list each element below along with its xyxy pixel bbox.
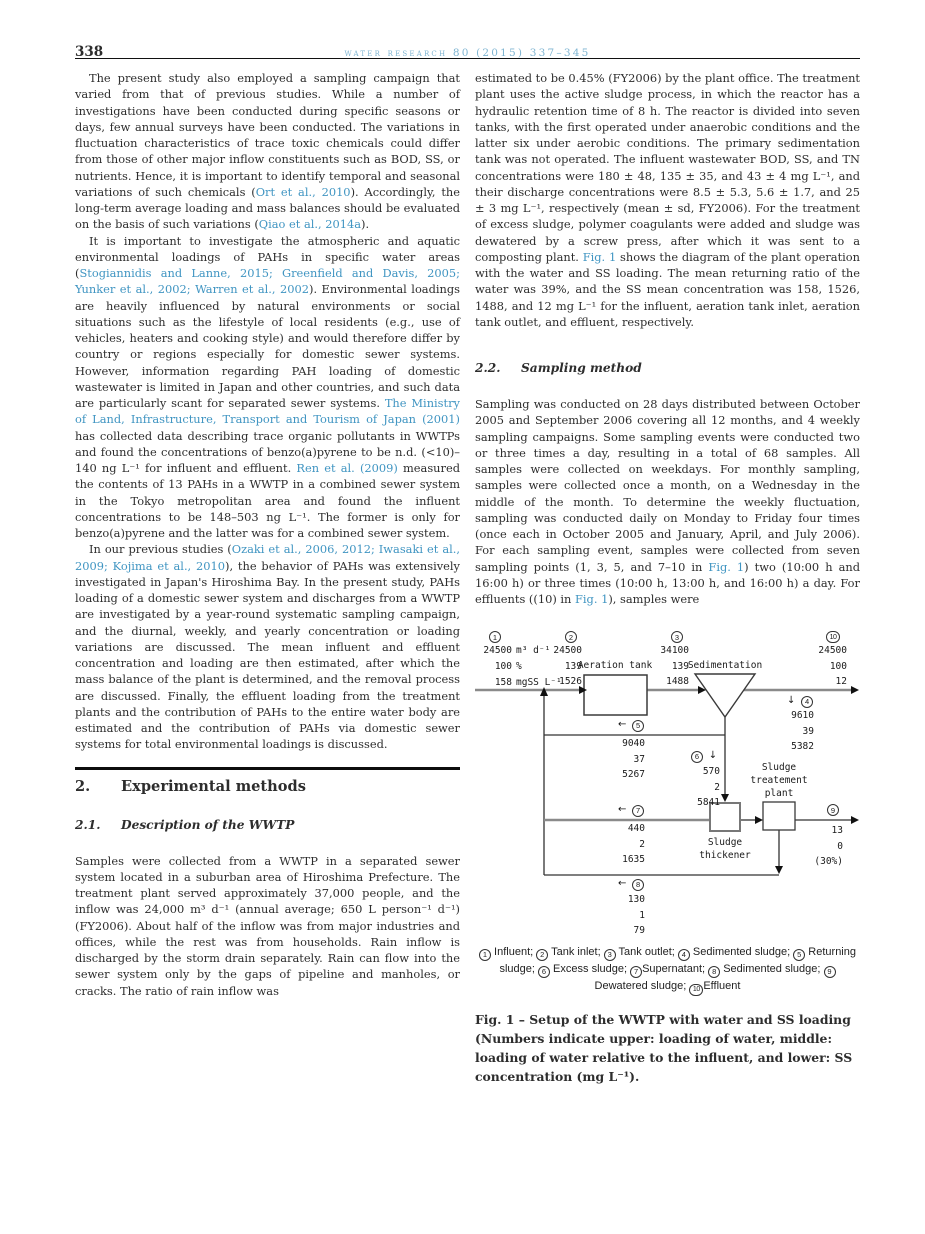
sludge-thickener-label: Sludge thickener	[699, 837, 751, 862]
figure-legend	[475, 944, 860, 996]
stream-1-circled-number: 1	[489, 631, 501, 643]
stream-10-circled-number: 10	[826, 631, 840, 643]
stream-7-label: ← 7	[618, 804, 644, 817]
stream-4-label: ↓ 4	[787, 695, 813, 708]
paragraph: Sampling was conducted on 28 days distributed between October 2005 and September 2006 covering all 12 months, and 4 weekly sampling campaigns. Some sampling events were conducted two or three times a day, resulting in a total of 68 samples. All samples were collected on weekdays. For monthly sampling, samples were collected once a month, on a Wednesday in the middle of the month. To determine the weekly fluctuation, sampling was conducted daily on Monday to Friday four times (once each in October 2005 and January, April, and July 2006). For each sampling event, samples were collected from seven sampling points (1, 3, 5, and 7–10 in Fig. 1) two (10:00 h and 16:00 h) or three times (10:00 h, 13:00 h, and 16:00 h) a day. For effluents ((10) in Fig. 1), samples were	[475, 397, 860, 606]
left-column	[75, 70, 460, 1086]
stream-4-values: 9610 39 5382	[791, 710, 814, 753]
aeration-tank-label: Aeration tank	[577, 660, 653, 672]
left-arrow-icon: ←	[618, 719, 627, 731]
citation-link[interactable]: Qiao et al., 2014a	[258, 217, 362, 232]
stream-5-values: 9040 37 5267	[622, 738, 645, 781]
section-number: 2.	[75, 777, 91, 795]
figure-caption: Fig. 1 – Setup of the WWTP with water and SS loading (Numbers indicate upper: loading of water, middle: loading of water relative to the influent, and lower: SS concentration (mg L⁻¹).	[475, 1011, 853, 1084]
paragraph: Samples were collected from a WWTP in a separated sewer system located in a suburban area of Hiroshima Prefecture. The treatment plant served approximately 37,000 people, and the inflow was 24,000 m³ d⁻¹ (annual average; 650 L person⁻¹ d⁻¹) (FY2006). About half of the inflow was from major industries and offices, while the rest was from households. Rain inflow is discharged by the storm drain separately. Rain can flow into the sewer system only by the gaps of pipeline and manholes, or cracks. The ratio of rain inflow was	[75, 853, 460, 998]
two-column-content	[75, 70, 860, 1086]
stream-3-circled-number: 3	[671, 631, 683, 643]
stream-7-values: 440 2 1635	[622, 823, 645, 866]
citation-link[interactable]: Fig. 1	[708, 559, 745, 574]
subsection-number: 2.2.	[475, 361, 501, 375]
citation-link[interactable]: Stogiannidis and Lanne, 2015; Greenfield and Davis, 2005; Yunker et al., 2002; Warren et al., 2002	[75, 266, 460, 297]
subsection-heading-2-1	[75, 818, 460, 832]
arrowhead-down	[775, 866, 783, 874]
legend-line: Dewatered sludge; 10 Effluent	[475, 978, 860, 996]
stream-1-row: 158 mgSS L⁻¹	[494, 677, 562, 689]
sedimentation-label: Sedimentation	[687, 660, 763, 672]
legend-line: 1 Influent; 2 Tank inlet; 3 Tank outlet; 4 Sedimented sludge; 5 Returning	[475, 944, 860, 961]
paragraph: It is important to investigate the atmospheric and aquatic environmental loadings of PAHs in specific water areas (Stogiannidis and Lanne, 2015; Greenfield and Davis, 2005; Yunker et al., 2002; Warren et al., 2002). Environmental loadings are heavily influenced by natural environments or social situations such as the lifestyle of local residents (e.g., use of vehicles, heaters and cooking style) and would therefore differ by country or regions especially for domestic sewer systems. However, information regarding PAH loading of domestic wastewater is limited in Japan and other countries, and such data are particularly scant for separated sewer systems. The Ministry of Land, Infrastructure, Transport and Tourism of Japan (2001) has collected data describing trace organic pollutants in WWTPs and found the concentrations of benzo(a)pyrene to be n.d. (<10)–140 ng L⁻¹ for influent and effluent. Ren et al. (2009) measured the contents of 13 PAHs in a WWTP in a combined sewer system in the Tokyo metropolitan area and found the influent concentrations to be 148–503 ng L⁻¹. The former is only for benzo(a)pyrene and the latter was for a combined sewer system.	[75, 233, 461, 540]
citation-link[interactable]: Fig. 1	[582, 249, 617, 264]
stream-6-values: 570 2 5841	[697, 766, 720, 809]
arrowhead	[851, 686, 859, 694]
arrowhead	[755, 816, 763, 824]
down-arrow-icon: ↓	[787, 695, 796, 707]
stream-10-values: 24500 100 12	[818, 645, 847, 688]
section-rule	[75, 767, 460, 770]
journal-running-head: water research 80 (2015) 337–345	[344, 47, 591, 59]
sludge-treatment-plant-box	[763, 802, 795, 830]
citation-link[interactable]: Ren et al. (2009)	[296, 461, 398, 475]
circled-number: 2	[536, 949, 548, 961]
circled-number: 9	[824, 966, 836, 978]
circled-number: 7	[630, 966, 642, 978]
subsection-heading-2-2	[475, 361, 860, 375]
section-title: Experimental methods	[121, 777, 306, 795]
stream-9-values: 13 0 (30%)	[814, 825, 843, 868]
arrowhead-down	[721, 794, 729, 802]
stream-2-circled-number: 2	[565, 631, 577, 643]
paragraph: estimated to be 0.45% (FY2006) by the plant office. The treatment plant uses the active sludge process, in which the reactor has a hydraulic retention time of 8 h. The reactor is divided into seven tanks, with the first operated under anaerobic conditions and the latter six under aerobic conditions. The primary sedimentation tank was not operated. The influent wastewater BOD, SS, and TN concentrations were 180 ± 48, 135 ± 35, and 43 ± 4 mg L⁻¹, and their discharge concentrations were 8.5 ± 5.3, 5.6 ± 1.7, and 25 ± 3 mg L⁻¹, respectively (mean ± sd, FY2006). For the treatment of excess sludge, polymer coagulants were added and sludge was dewatered by a screw press, after which it was sent to a composting plant. Fig. 1 shows the diagram of the plant operation with the water and SS loading. The mean returning ratio of the water was 39%, and the SS mean concentration was 158, 1526, 1488, and 12 mg L⁻¹ for the influent, aeration tank inlet, aeration tank outlet, and effluent, respectively.	[475, 71, 860, 329]
stream-3-values: 34100 139 1488	[660, 645, 689, 688]
stream-8-values: 130 1 79	[627, 894, 645, 937]
circled-number: 6	[538, 966, 550, 978]
legend-line: sludge; 6 Excess sludge; 7 Supernatant; 8 Sedimented sludge; 9	[475, 961, 860, 978]
stream-9-circled-number: 9	[827, 804, 839, 816]
sludge-treatment-plant-label: Sludge treatement plant	[750, 762, 808, 800]
stream-2-values: 24500 139 1526	[553, 645, 582, 688]
section-heading-2	[75, 778, 460, 795]
subsection-number: 2.1.	[75, 817, 101, 832]
right-column	[475, 70, 860, 1086]
left-arrow-icon: ←	[618, 804, 627, 816]
paragraph: In our previous studies (Ozaki et al., 2006, 2012; Iwasaki et al., 2009; Kojima et al., 2010), the behavior of PAHs was extensively investigated in Japan's Hiroshima Bay. In the present study, PAHs loading of a domestic sewer system and discharges from a WWTP are investigated by a year-round systematic sampling campaign, and the diurnal, weekly, and yearly concentration or loading variations are discussed. The mean influent and effluent concentration and loading are then estimated, after which the mass balance of the plant is determined, and the removal process are discussed. Finally, the effluent loading from the treatment plants and the contribution of PAHs to the entire water body are estimated and the contribution of PAHs via domestic sewer systems for total environmental loadings is discussed.	[75, 542, 460, 752]
circled-number: 5	[793, 949, 805, 961]
page-number: 338	[75, 44, 104, 60]
wwtp-flow-diagram	[475, 630, 865, 936]
down-arrow-icon: ↓	[708, 750, 718, 762]
arrowhead	[851, 816, 859, 824]
sedimentation-clarifier	[695, 674, 755, 717]
stream-5-label: ← 5	[618, 719, 644, 732]
left-arrow-icon: ←	[618, 878, 627, 890]
stream-8-label: ← 8	[618, 878, 644, 891]
circled-number: 3	[604, 949, 616, 961]
page-header	[75, 0, 860, 60]
citation-link[interactable]: Fig. 1	[574, 592, 609, 606]
citation-link[interactable]: Ozaki et al., 2006, 2012; Iwasaki et al., 2009; Kojima et al., 2010	[75, 542, 460, 573]
subsection-title: Description of the WWTP	[121, 817, 295, 832]
citation-link[interactable]: Ort et al., 2010	[255, 184, 351, 199]
stream-1-row: 24500 m³ d⁻¹	[483, 645, 551, 657]
figure-1	[475, 630, 860, 1086]
citation-link[interactable]: The Ministry of Land, Infrastructure, Transport and Tourism of Japan (2001)	[75, 396, 460, 427]
paragraph: The present study also employed a sampling campaign that varied from that of previous studies. While a number of investigations have been conducted during specific seasons or days, few annual surveys have been conducted. The variations in fluctuation characteristics of trace toxic chemicals could differ from those of other major inflow constituents such as BOD, SS, or nutrients. Hence, it is important to identify temporal and seasonal variations of such chemicals (Ort et al., 2010). Accordingly, the long-term average loading and mass balances should be evaluated on the basis of such variations (Qiao et al., 2014a).	[75, 71, 460, 232]
circled-number: 8	[708, 966, 720, 978]
circled-number: 10	[689, 984, 703, 996]
stream-6-label: 6 ↓	[691, 750, 717, 763]
subsection-title: Sampling method	[521, 361, 642, 375]
circled-number: 1	[479, 949, 491, 961]
stream-1-row: 100 %	[494, 661, 522, 673]
circled-number: 4	[678, 949, 690, 961]
aeration-tank-box	[584, 675, 647, 715]
